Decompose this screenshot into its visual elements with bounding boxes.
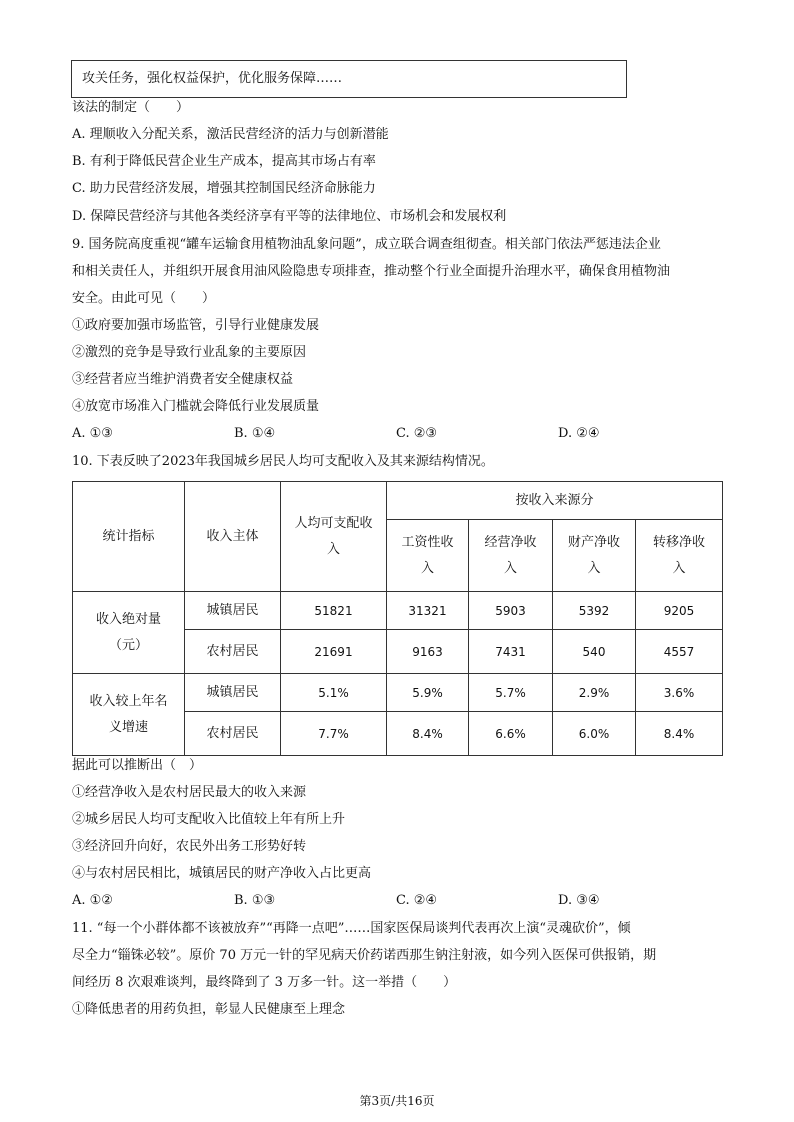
page-footer: 第3页/共16页 xyxy=(359,1094,435,1108)
material-box xyxy=(71,60,627,98)
cell-value: 9205 xyxy=(636,592,723,630)
cell-value: 21691 xyxy=(281,630,387,674)
q11-stem-line-3: 间经历 8 次艰难谈判，最终降到了 3 万多一针。这一举措（ ） xyxy=(72,975,457,990)
q10-choice-b: B. ①③ xyxy=(234,893,276,908)
material-text: 攻关任务，强化权益保护，优化服务保障…… xyxy=(82,71,343,86)
q10-choice-d: D. ③④ xyxy=(558,893,600,908)
cell-value: 51821 xyxy=(281,592,387,630)
cell-value: 5392 xyxy=(553,592,636,630)
q8-option-d: D. 保障民营经济与其他各类经济享有平等的法律地位、市场机会和发展权利 xyxy=(72,209,507,224)
q8-option-a: A. 理顺收入分配关系，激活民营经济的活力与创新潜能 xyxy=(72,127,389,142)
q10-statement-2: ②城乡居民人均可支配收入比值较上年有所上升 xyxy=(72,812,346,827)
cell-value: 31321 xyxy=(387,592,469,630)
q9-statement-4: ④放宽市场准入门槛就会降低行业发展质量 xyxy=(72,399,320,414)
cell-value: 9163 xyxy=(387,630,469,674)
cell-value: 5.9% xyxy=(387,674,469,712)
q9-choice-b: B. ①④ xyxy=(234,426,276,441)
cell-value: 8.4% xyxy=(636,712,723,756)
cell-value: 5.7% xyxy=(469,674,553,712)
q9-statement-1: ①政府要加强市场监管，引导行业健康发展 xyxy=(72,318,320,333)
q9-stem-line-1: 9. 国务院高度重视“罐车运输食用植物油乱象问题”，成立联合调查组彻查。相关部门依法严惩违法企业 xyxy=(72,237,661,252)
cell-value: 6.6% xyxy=(469,712,553,756)
q9-statement-2: ②激烈的竞争是导致行业乱象的主要原因 xyxy=(72,345,307,360)
q10-statement-4: ④与农村居民相比，城镇居民的财产净收入占比更高 xyxy=(72,866,372,881)
header-business-income: 经营净收入 xyxy=(469,520,553,592)
cell-value: 5903 xyxy=(469,592,553,630)
group-nominal-growth: 收入较上年名义增速 xyxy=(73,674,185,756)
cell-value: 5.1% xyxy=(281,674,387,712)
header-by-source: 按收入来源分 xyxy=(387,482,723,520)
q9-choice-d: D. ②④ xyxy=(558,426,600,441)
q9-stem-line-3: 安全。由此可见（ ） xyxy=(72,291,216,306)
q9-stem-line-2: 和相关责任人，并组织开展食用油风险隐患专项排查，推动整个行业全面提升治理水平，确保食用植物油 xyxy=(72,264,671,279)
q8-option-c: C. 助力民营经济发展，增强其控制国民经济命脉能力 xyxy=(72,181,376,196)
q9-statement-3: ③经营者应当维护消费者安全健康权益 xyxy=(72,372,294,387)
cell-value: 2.9% xyxy=(553,674,636,712)
cell-value: 7431 xyxy=(469,630,553,674)
q11-statement-1: ①降低患者的用药负担，彰显人民健康至上理念 xyxy=(72,1002,346,1017)
row-urban-label: 城镇居民 xyxy=(185,674,281,712)
cell-value: 8.4% xyxy=(387,712,469,756)
row-urban-label: 城镇居民 xyxy=(185,592,281,630)
q8-option-b: B. 有利于降低民营企业生产成本，提高其市场占有率 xyxy=(72,154,376,169)
income-table xyxy=(72,481,723,756)
cell-value: 7.7% xyxy=(281,712,387,756)
header-indicator: 统计指标 xyxy=(73,482,185,592)
q9-choice-a: A. ①③ xyxy=(72,426,113,441)
q8-stem: 该法的制定（ ） xyxy=(72,100,190,115)
q10-choice-a: A. ①② xyxy=(72,893,113,908)
q10-stem: 10. 下表反映了2023年我国城乡居民人均可支配收入及其来源结构情况。 xyxy=(72,454,494,469)
header-subject: 收入主体 xyxy=(185,482,281,592)
row-rural-label: 农村居民 xyxy=(185,712,281,756)
header-property-income: 财产净收入 xyxy=(553,520,636,592)
header-disposable-income: 人均可支配收入 xyxy=(281,482,387,592)
row-rural-label: 农村居民 xyxy=(185,630,281,674)
q11-stem-line-2: 尽全力“锱铢必较”。原价 70 万元一针的罕见病天价药诺西那生钠注射液，如今列入医保可供报销，期 xyxy=(72,948,657,963)
q9-choice-c: C. ②③ xyxy=(396,426,438,441)
q10-statement-1: ①经营净收入是农村居民最大的收入来源 xyxy=(72,785,307,800)
q10-statement-3: ③经济回升向好，农民外出务工形势好转 xyxy=(72,839,307,854)
cell-value: 3.6% xyxy=(636,674,723,712)
q10-after-table: 据此可以推断出（ ） xyxy=(72,758,203,773)
q11-stem-line-1: 11. “每一个小群体都不该被放弃”“再降一点吧”……国家医保局谈判代表再次上演“灵魂砍价”，倾 xyxy=(72,921,631,936)
header-wage-income: 工资性收入 xyxy=(387,520,469,592)
cell-value: 6.0% xyxy=(553,712,636,756)
q10-choice-c: C. ②④ xyxy=(396,893,438,908)
group-absolute-income: 收入绝对量（元） xyxy=(73,592,185,674)
header-transfer-income: 转移净收入 xyxy=(636,520,723,592)
cell-value: 540 xyxy=(553,630,636,674)
cell-value: 4557 xyxy=(636,630,723,674)
